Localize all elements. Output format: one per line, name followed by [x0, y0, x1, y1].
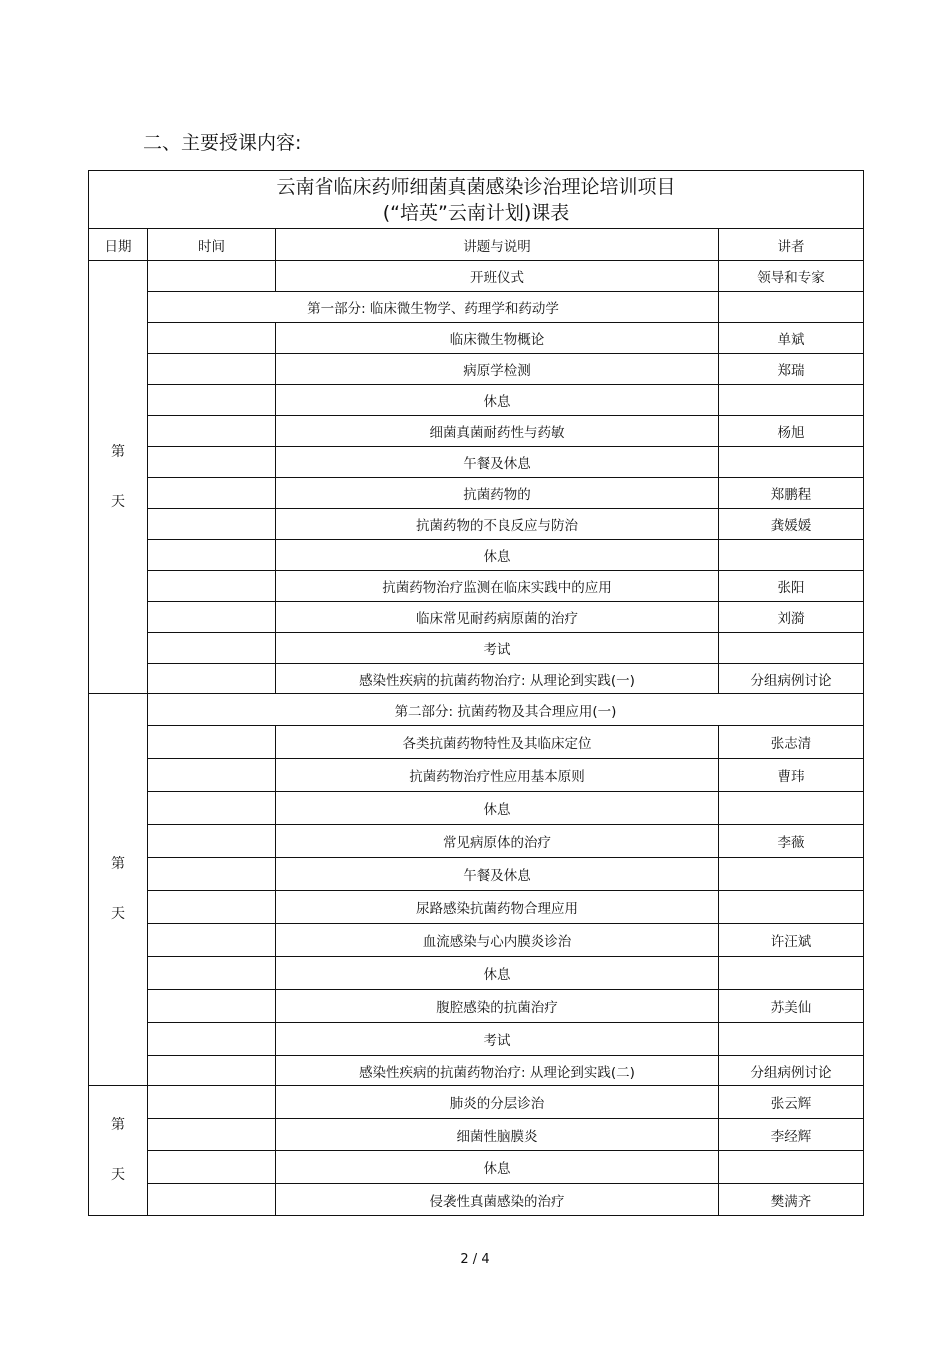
- part-heading: 第一部分: 临床微生物学、药理学和药动学: [148, 292, 719, 323]
- speaker-cell: 领导和专家: [719, 261, 864, 292]
- time-cell: [148, 478, 276, 509]
- time-cell: [148, 957, 276, 990]
- speaker-cell: [719, 292, 864, 323]
- topic-cell: 病原学检测: [276, 354, 719, 385]
- table-row: [89, 292, 864, 323]
- topic-cell: 休息: [276, 540, 719, 571]
- time-cell: [148, 633, 276, 664]
- header-row: [89, 229, 864, 261]
- time-cell: [148, 825, 276, 858]
- topic-cell: 侵袭性真菌感染的治疗: [276, 1184, 719, 1216]
- table-row: [89, 1086, 864, 1119]
- time-cell: [148, 891, 276, 924]
- table-row: [89, 924, 864, 957]
- time-cell: [148, 323, 276, 354]
- topic-cell: 感染性疾病的抗菌药物治疗: 从理论到实践(二): [276, 1056, 719, 1086]
- time-cell: [148, 540, 276, 571]
- header-speaker: 讲者: [719, 229, 864, 261]
- day-label-top: 第: [111, 1117, 125, 1133]
- topic-cell: 临床常见耐药病原菌的治疗: [276, 602, 719, 633]
- topic-cell: 考试: [276, 633, 719, 664]
- table-row: [89, 891, 864, 924]
- time-cell: [148, 354, 276, 385]
- day-label: [89, 1086, 148, 1216]
- time-cell: [148, 792, 276, 825]
- topic-cell: 血流感染与心内膜炎诊治: [276, 924, 719, 957]
- speaker-cell: 单斌: [719, 323, 864, 354]
- day-label-bottom: 天: [111, 1167, 125, 1183]
- time-cell: [148, 1023, 276, 1056]
- time-cell: [148, 1151, 276, 1184]
- topic-cell: 各类抗菌药物特性及其临床定位: [276, 726, 719, 759]
- table-row: [89, 694, 864, 726]
- topic-cell: 午餐及休息: [276, 447, 719, 478]
- time-cell: [148, 759, 276, 792]
- speaker-cell: 龚媛媛: [719, 509, 864, 540]
- speaker-cell: 张志清: [719, 726, 864, 759]
- table-row: [89, 957, 864, 990]
- time-cell: [148, 416, 276, 447]
- speaker-cell: 苏美仙: [719, 990, 864, 1023]
- time-cell: [148, 1086, 276, 1119]
- topic-cell: 尿路感染抗菌药物合理应用: [276, 891, 719, 924]
- time-cell: [148, 509, 276, 540]
- day-label: [89, 261, 148, 694]
- speaker-cell: 分组病例讨论: [719, 664, 864, 694]
- table-row: [89, 509, 864, 540]
- table-row: [89, 261, 864, 292]
- speaker-cell: 张云辉: [719, 1086, 864, 1119]
- day-label-top: 第: [111, 856, 125, 872]
- part-heading: 第二部分: 抗菌药物及其合理应用(一): [148, 694, 864, 726]
- time-cell: [148, 602, 276, 633]
- section-heading: 二、主要授课内容:: [143, 132, 302, 154]
- speaker-cell: [719, 792, 864, 825]
- table-row: [89, 759, 864, 792]
- speaker-cell: [719, 633, 864, 664]
- topic-cell: 细菌性脑膜炎: [276, 1119, 719, 1151]
- table-row: [89, 1184, 864, 1216]
- table-row: [89, 385, 864, 416]
- topic-cell: 休息: [276, 385, 719, 416]
- table-title-line1: 云南省临床药师细菌真菌感染诊治理论培训项目: [276, 175, 676, 198]
- topic-cell: 休息: [276, 1151, 719, 1184]
- table-row: [89, 323, 864, 354]
- day-label-bottom: 天: [111, 906, 125, 922]
- table-row: [89, 1023, 864, 1056]
- table-row: [89, 792, 864, 825]
- table-title-line2: (“培英”云南计划)课表: [382, 201, 570, 224]
- time-cell: [148, 726, 276, 759]
- time-cell: [148, 385, 276, 416]
- speaker-cell: 杨旭: [719, 416, 864, 447]
- topic-cell: 腹腔感染的抗菌治疗: [276, 990, 719, 1023]
- time-cell: [148, 1184, 276, 1216]
- time-cell: [148, 447, 276, 478]
- speaker-cell: 郑鹏程: [719, 478, 864, 509]
- table-title: [89, 171, 864, 229]
- topic-cell: 肺炎的分层诊治: [276, 1086, 719, 1119]
- time-cell: [148, 924, 276, 957]
- header-topic: 讲题与说明: [276, 229, 719, 261]
- topic-cell: 午餐及休息: [276, 858, 719, 891]
- table-row: [89, 825, 864, 858]
- topic-cell: 抗菌药物的: [276, 478, 719, 509]
- table-row: [89, 540, 864, 571]
- page-number: 2 / 4: [460, 1252, 490, 1267]
- time-cell: [148, 664, 276, 694]
- speaker-cell: 郑瑞: [719, 354, 864, 385]
- time-cell: [148, 990, 276, 1023]
- topic-cell: 抗菌药物的不良反应与防治: [276, 509, 719, 540]
- table-row: [89, 354, 864, 385]
- day-label-bottom: 天: [111, 493, 125, 510]
- table-row: [89, 1151, 864, 1184]
- time-cell: [148, 261, 276, 292]
- speaker-cell: 张阳: [719, 571, 864, 602]
- table-row: [89, 726, 864, 759]
- topic-cell: 常见病原体的治疗: [276, 825, 719, 858]
- table-row: [89, 1119, 864, 1151]
- speaker-cell: [719, 447, 864, 478]
- table-row: [89, 416, 864, 447]
- table-row: [89, 602, 864, 633]
- speaker-cell: 李薇: [719, 825, 864, 858]
- topic-cell: 开班仪式: [276, 261, 719, 292]
- day-label: [89, 694, 148, 1086]
- topic-cell: 抗菌药物治疗监测在临床实践中的应用: [276, 571, 719, 602]
- topic-cell: 休息: [276, 792, 719, 825]
- table-row: [89, 990, 864, 1023]
- table-row: [89, 478, 864, 509]
- table-row: [89, 858, 864, 891]
- table-row: [89, 633, 864, 664]
- speaker-cell: [719, 540, 864, 571]
- topic-cell: 休息: [276, 957, 719, 990]
- schedule-table: [88, 170, 864, 1216]
- topic-cell: 抗菌药物治疗性应用基本原则: [276, 759, 719, 792]
- time-cell: [148, 1056, 276, 1086]
- title-row: [89, 171, 864, 229]
- day-label-top: 第: [111, 443, 125, 460]
- table-row: [89, 664, 864, 694]
- topic-cell: 考试: [276, 1023, 719, 1056]
- speaker-cell: 樊满齐: [719, 1184, 864, 1216]
- speaker-cell: [719, 385, 864, 416]
- speaker-cell: 刘漪: [719, 602, 864, 633]
- speaker-cell: [719, 1151, 864, 1184]
- speaker-cell: 分组病例讨论: [719, 1056, 864, 1086]
- speaker-cell: 许汪斌: [719, 924, 864, 957]
- speaker-cell: 李经辉: [719, 1119, 864, 1151]
- table-row: [89, 1056, 864, 1086]
- speaker-cell: [719, 891, 864, 924]
- time-cell: [148, 1119, 276, 1151]
- speaker-cell: [719, 858, 864, 891]
- table-row: [89, 447, 864, 478]
- time-cell: [148, 571, 276, 602]
- topic-cell: 细菌真菌耐药性与药敏: [276, 416, 719, 447]
- speaker-cell: [719, 1023, 864, 1056]
- speaker-cell: [719, 957, 864, 990]
- header-date: 日期: [89, 229, 148, 261]
- topic-cell: 感染性疾病的抗菌药物治疗: 从理论到实践(一): [276, 664, 719, 694]
- topic-cell: 临床微生物概论: [276, 323, 719, 354]
- time-cell: [148, 858, 276, 891]
- table-row: [89, 571, 864, 602]
- speaker-cell: 曹玮: [719, 759, 864, 792]
- header-time: 时间: [148, 229, 276, 261]
